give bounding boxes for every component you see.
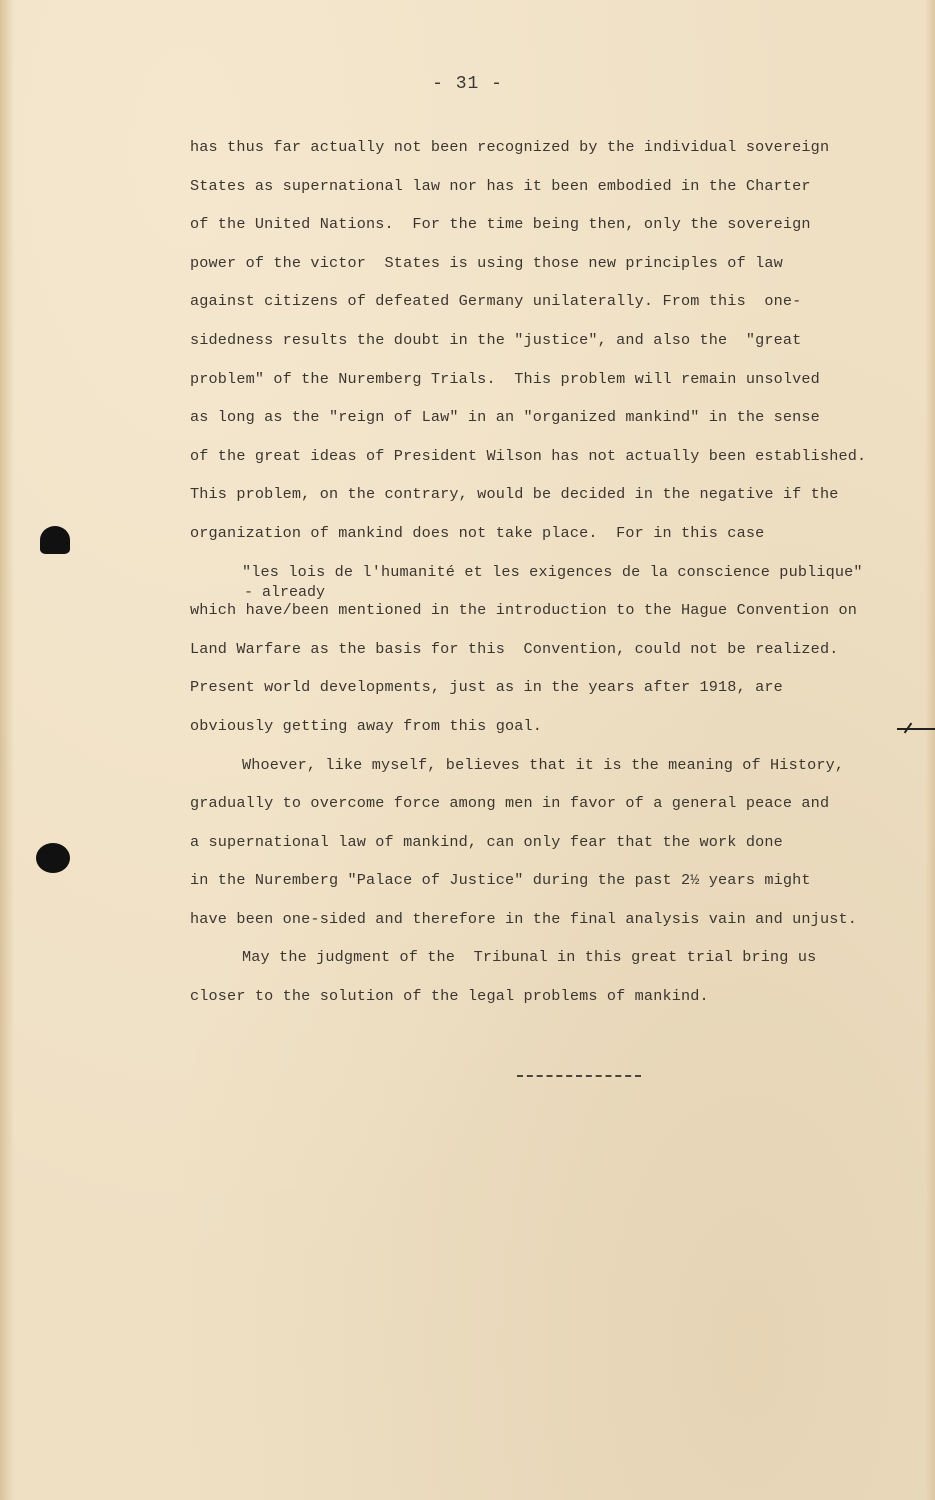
handwritten-insertion: - already [244,584,326,601]
paper-edge-right [925,0,935,1500]
text-line: gradually to overcome force among men in favor of a general peace and [190,794,830,813]
text-line: This problem, on the contrary, would be decided in the negative if the [190,485,839,504]
page-number: - 31 - [432,74,503,94]
closing-rule [517,1075,641,1077]
paper-edge-left [0,0,14,1500]
text-line: obviously getting away from this goal. [190,716,543,735]
text-line: May the judgment of the Tribunal in this great trial bring us [242,948,817,967]
punch-hole-icon [40,526,70,554]
text-line: Present world developments, just as in the years after 1918, are [190,678,783,697]
text-line: has thus far actually not been recognized by the individual sovereign [190,138,830,156]
text-line: as long as the "reign of Law" in an "organized mankind" in the sense [190,408,820,427]
text-line: power of the victor States is using those new principles of law [190,253,783,272]
text-line: have been one-sided and therefore in the final analysis vain and unjust. [190,909,858,928]
text-line: of the United Nations. For the time being then, only the sovereign [190,215,811,234]
text-line: States as supernational law nor has it been embodied in the Charter [190,176,811,195]
text-line: in the Nuremberg "Palace of Justice" during the past 2½ years might [190,871,811,890]
text-line: Whoever, like myself, believes that it is the meaning of History, [242,755,845,774]
punch-hole-icon [36,843,70,873]
quote-line: "les lois de l'humanité et les exigences de la conscience publique" [242,562,863,581]
text-line: closer to the solution of the legal problems of mankind. [190,987,709,1006]
text-line: problem" of the Nuremberg Trials. This problem will remain unsolved [190,369,820,388]
text-line: Land Warfare as the basis for this Convention, could not be realized. [190,639,839,658]
text-line: which have/been mentioned in the introduction to the Hague Convention on [190,601,858,620]
text-line: against citizens of defeated Germany unilaterally. From this one- [190,292,802,311]
margin-mark [897,728,935,730]
body-text [190,128,895,1016]
text-line: a supernational law of mankind, can only fear that the work done [190,832,783,851]
text-line: of the great ideas of President Wilson has not actually been established. [190,446,867,465]
text-line: organization of mankind does not take place. For in this case [190,523,765,542]
text-line: sidedness results the doubt in the "justice", and also the "great [190,330,802,349]
